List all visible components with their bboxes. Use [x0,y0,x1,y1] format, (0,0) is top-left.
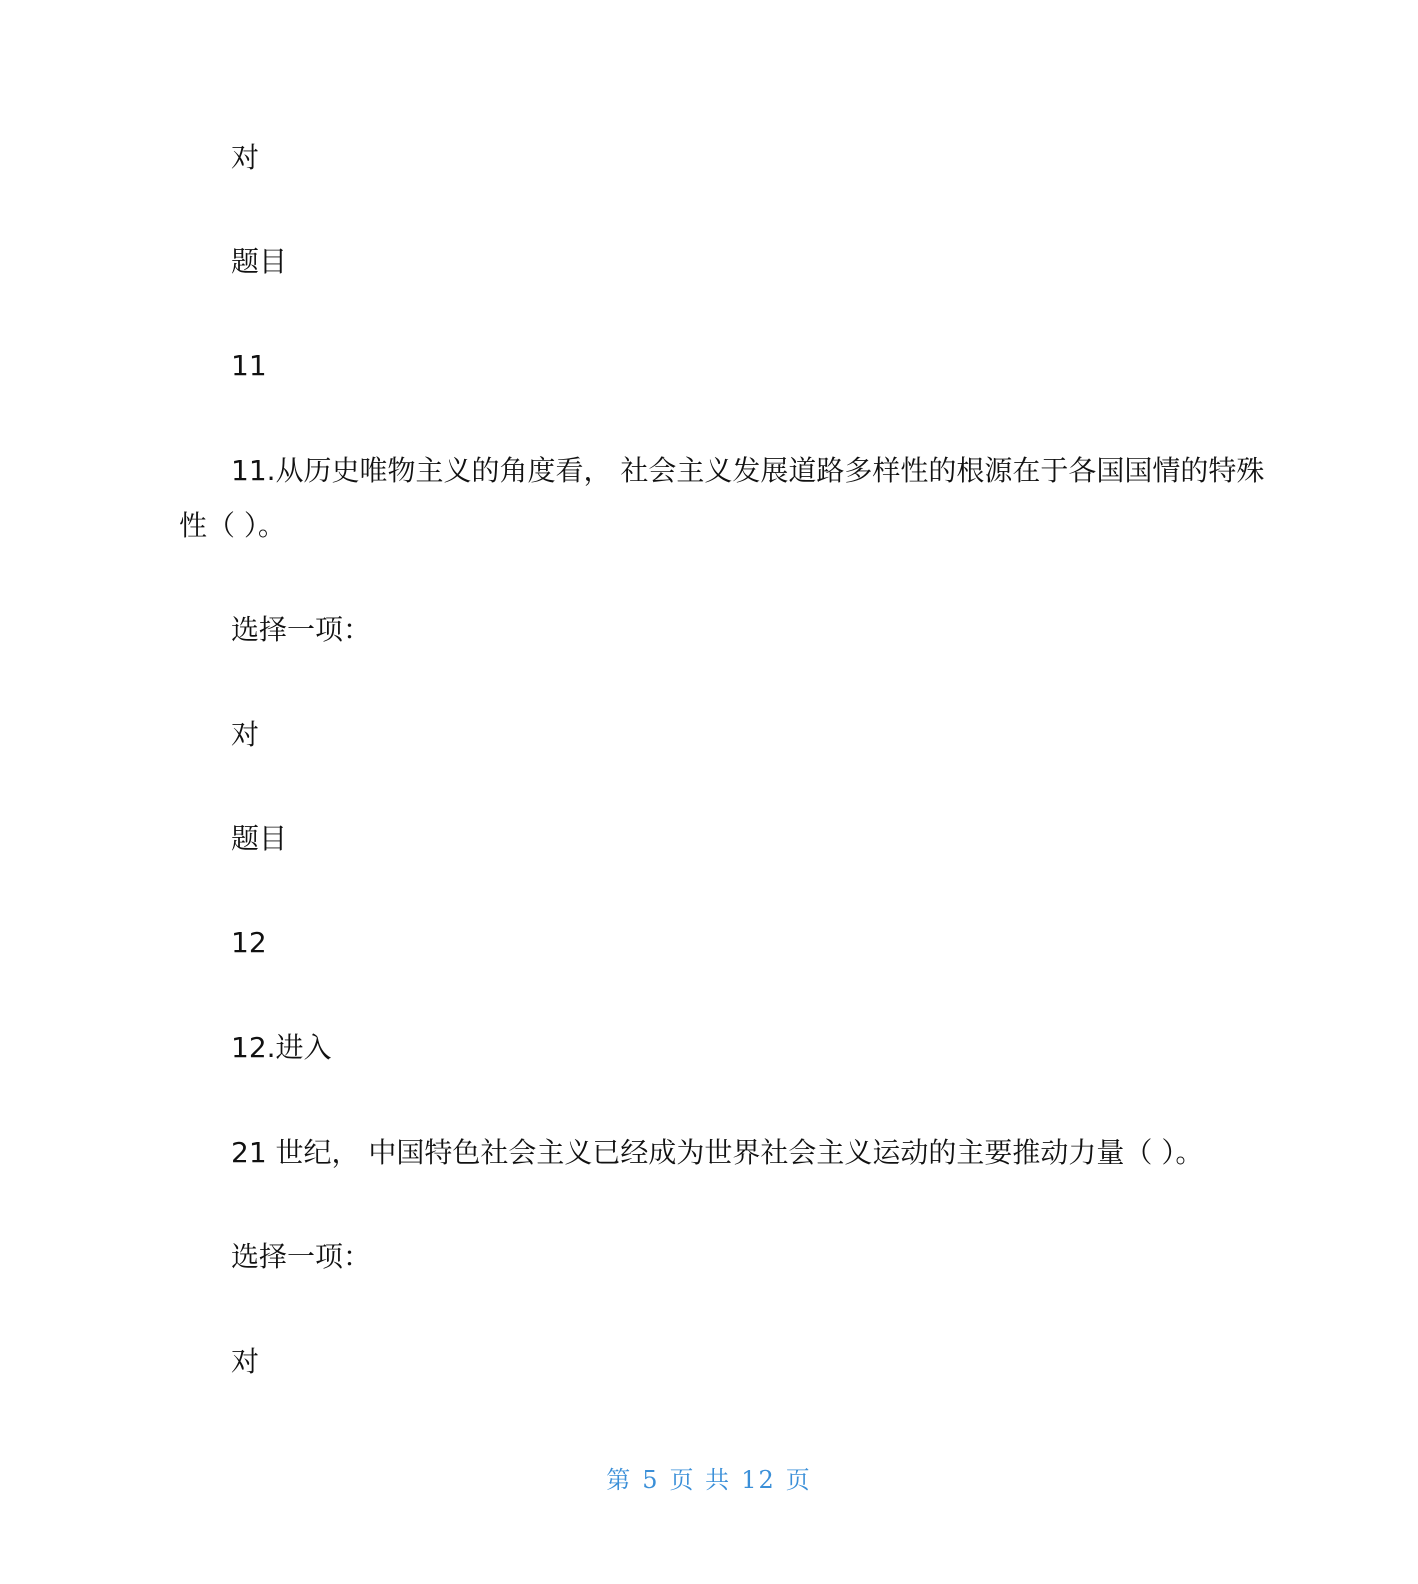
choice-prompt: 选择一项： [231,1240,372,1273]
footer-current-page: 5 [642,1466,660,1494]
question-text: 12.进入 [231,1031,332,1064]
question-text-continued: 21 世纪， 中国特色社会主义已经成为世界社会主义运动的主要推动力量（ ）。 [231,1136,1204,1169]
answer-text: 对 [231,718,260,751]
footer-suffix: 页 [785,1466,812,1494]
question-heading: 题目 [231,245,288,278]
footer-middle: 页 共 [669,1466,732,1494]
question-heading: 题目 [231,822,288,855]
question-number: 11 [231,349,267,382]
question-text: 11.从历史唯物主义的角度看， 社会主义发展道路多样性的根源在于各国国情的特殊 [231,454,1265,487]
question-number: 12 [231,926,267,959]
page-footer [0,1462,1418,1498]
question-text-continued: 性（ ）。 [179,509,286,542]
answer-text: 对 [231,1345,260,1378]
answer-text: 对 [231,141,260,174]
choice-prompt: 选择一项： [231,613,372,646]
footer-prefix: 第 [606,1466,633,1494]
footer-total-pages: 12 [741,1466,776,1494]
